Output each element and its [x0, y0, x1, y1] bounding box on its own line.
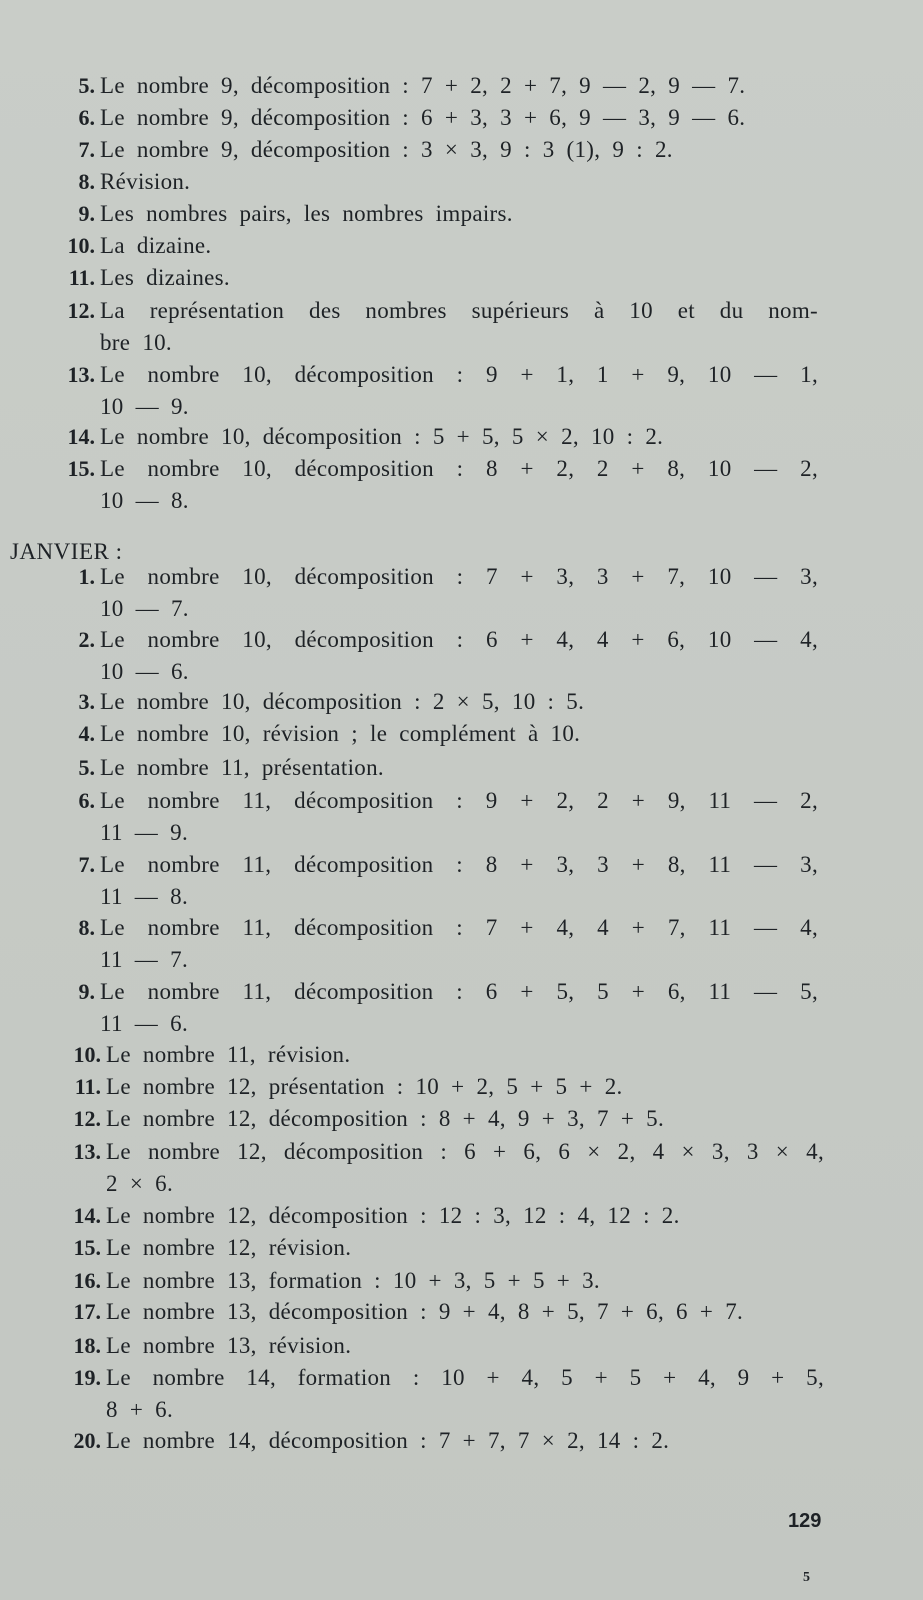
item-number: 8. — [78, 169, 95, 194]
item-line: 11 — 8. — [100, 884, 188, 909]
item-line: Le nombre 13, révision. — [106, 1333, 352, 1358]
item-number: 9. — [78, 201, 95, 226]
item-line: Le nombre 9, décomposition : 6 + 3, 3 + 6, 9 — 3, 9 — 6. — [100, 105, 746, 130]
item-number: 10. — [67, 233, 95, 258]
item-line: Le nombre 10, décomposition : 7 + 3, 3 + 7, 10 — 3, — [100, 564, 818, 589]
item-text — [106, 1232, 824, 1264]
item-number: 7. — [78, 137, 95, 162]
item-line: Le nombre 9, décomposition : 3 × 3, 9 : 3 (1), 9 : 2. — [100, 137, 673, 162]
item-number: 13. — [67, 362, 95, 387]
item-text — [106, 1330, 824, 1362]
item-line: Le nombre 12, décomposition : 8 + 4, 9 + 3, 7 + 5. — [106, 1106, 664, 1131]
item-line: Le nombre 10, décomposition : 6 + 4, 4 + 6, 10 — 4, — [100, 627, 818, 652]
item-number: 1. — [78, 564, 95, 589]
item-line: Le nombre 12, décomposition : 6 + 6, 6 × 2, 4 × 3, 3 × 4, — [106, 1139, 824, 1164]
item-line: Le nombre 10, décomposition : 2 × 5, 10 : 5. — [100, 689, 585, 714]
item-number: 19. — [73, 1365, 101, 1390]
item-text — [100, 295, 818, 359]
item-number: 20. — [73, 1428, 101, 1453]
item-text — [100, 686, 818, 718]
item-line: Le nombre 10, décomposition : 9 + 1, 1 + 9, 10 — 1, — [100, 362, 818, 387]
item-text — [100, 561, 818, 625]
item-line: Le nombre 14, décomposition : 7 + 7, 7 × 2, 14 : 2. — [106, 1428, 670, 1453]
item-number: 17. — [73, 1299, 101, 1324]
item-text — [100, 359, 818, 423]
item-line: Le nombre 10, décomposition : 8 + 2, 2 + 8, 10 — 2, — [100, 456, 818, 481]
item-text — [100, 198, 818, 230]
page-number: 129 — [788, 1510, 822, 1532]
item-text — [100, 421, 818, 453]
item-line: 11 — 7. — [100, 947, 188, 972]
section-heading-janvier: JANVIER : — [10, 539, 123, 564]
item-line: Le nombre 11, décomposition : 9 + 2, 2 + 9, 11 — 2, — [100, 788, 818, 813]
item-line: Le nombre 12, révision. — [106, 1235, 352, 1260]
item-text — [106, 1200, 824, 1232]
item-number: 9. — [78, 979, 95, 1004]
item-text — [106, 1039, 824, 1071]
item-line: Le nombre 13, décomposition : 9 + 4, 8 + 5, 7 + 6, 6 + 7. — [106, 1299, 744, 1324]
item-text — [100, 785, 818, 849]
item-text — [100, 134, 818, 166]
item-number: 2. — [78, 627, 95, 652]
item-line: Le nombre 11, décomposition : 6 + 5, 5 + 6, 11 — 5, — [100, 979, 818, 1004]
item-number: 14. — [67, 424, 95, 449]
item-number: 18. — [73, 1333, 101, 1358]
item-line: Le nombre 14, formation : 10 + 4, 5 + 5 + 4, 9 + 5, — [106, 1365, 824, 1390]
item-number: 5. — [78, 73, 95, 98]
item-text — [100, 262, 818, 294]
item-text — [100, 70, 818, 102]
item-text — [106, 1071, 824, 1103]
item-text — [100, 752, 818, 784]
item-number: 3. — [78, 689, 95, 714]
item-number: 11. — [68, 265, 95, 290]
item-line: 10 — 7. — [100, 596, 189, 621]
item-number: 10. — [73, 1042, 101, 1067]
item-number: 6. — [78, 788, 95, 813]
item-number: 15. — [67, 456, 95, 481]
item-number: 16. — [73, 1268, 101, 1293]
item-text — [100, 718, 818, 750]
item-line: Le nombre 11, présentation. — [100, 755, 384, 780]
item-text — [106, 1296, 824, 1328]
item-text — [106, 1362, 824, 1426]
item-number: 12. — [73, 1106, 101, 1131]
item-line: La dizaine. — [100, 233, 212, 258]
item-text — [106, 1265, 824, 1297]
item-line: Le nombre 11, décomposition : 7 + 4, 4 + 7, 11 — 4, — [100, 915, 818, 940]
item-number: 8. — [78, 915, 95, 940]
item-text — [100, 166, 818, 198]
item-number: 12. — [67, 298, 95, 323]
item-text — [100, 102, 818, 134]
item-line: Le nombre 12, présentation : 10 + 2, 5 + 5 + 2. — [106, 1074, 623, 1099]
item-line: 10 — 8. — [100, 488, 189, 513]
item-line: 10 — 6. — [100, 659, 189, 684]
item-line: Révision. — [100, 169, 191, 194]
item-line: 11 — 6. — [100, 1011, 188, 1036]
item-line: Le nombre 10, décomposition : 5 + 5, 5 × 2, 10 : 2. — [100, 424, 664, 449]
item-number: 4. — [78, 721, 95, 746]
item-line: Le nombre 11, décomposition : 8 + 3, 3 + 8, 11 — 3, — [100, 852, 818, 877]
item-text — [100, 453, 818, 517]
item-number: 11. — [74, 1074, 101, 1099]
item-number: 7. — [78, 852, 95, 877]
item-line: 11 — 9. — [100, 820, 188, 845]
item-number: 6. — [78, 105, 95, 130]
item-line: 2 × 6. — [106, 1171, 174, 1196]
item-number: 15. — [73, 1235, 101, 1260]
item-text — [106, 1425, 824, 1457]
item-line: Le nombre 12, décomposition : 12 : 3, 12 : 4, 12 : 2. — [106, 1203, 680, 1228]
item-text — [106, 1136, 824, 1200]
item-number: 14. — [73, 1203, 101, 1228]
item-line: 8 + 6. — [106, 1397, 174, 1422]
item-number: 13. — [73, 1139, 101, 1164]
item-text — [100, 230, 818, 262]
item-line: Le nombre 9, décomposition : 7 + 2, 2 + 7, 9 — 2, 9 — 7. — [100, 73, 746, 98]
item-line: Le nombre 13, formation : 10 + 3, 5 + 5 + 3. — [106, 1268, 600, 1293]
signature-mark: 5 — [803, 1570, 810, 1585]
item-line: La représentation des nombres supérieurs à 10 et du nom- — [100, 298, 818, 323]
item-text — [106, 1103, 824, 1135]
item-text — [100, 624, 818, 688]
item-line: Les dizaines. — [100, 265, 230, 290]
item-line: Le nombre 10, révision ; le complément à 10. — [100, 721, 581, 746]
item-text — [100, 976, 818, 1040]
item-text — [100, 849, 818, 913]
item-text — [100, 912, 818, 976]
item-line: bre 10. — [100, 330, 172, 355]
item-line: Les nombres pairs, les nombres impairs. — [100, 201, 513, 226]
item-line: Le nombre 11, révision. — [106, 1042, 351, 1067]
item-line: 10 — 9. — [100, 394, 189, 419]
item-number: 5. — [78, 755, 95, 780]
